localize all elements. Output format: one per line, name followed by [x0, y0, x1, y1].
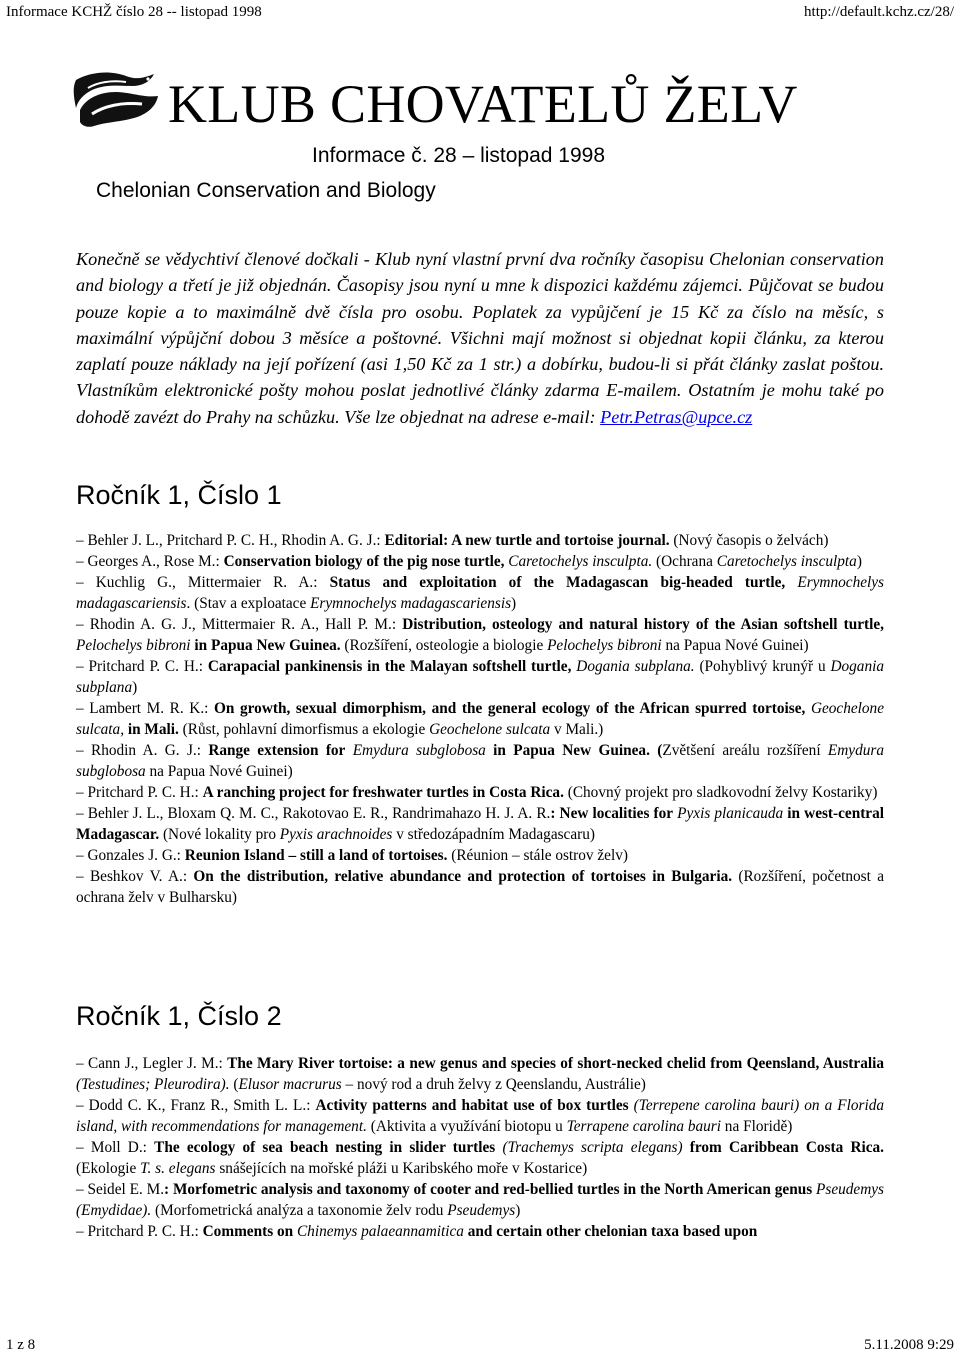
- print-footer: [6, 1337, 954, 1354]
- reference-text: – Cann J., Legler J. M.:: [76, 1055, 228, 1072]
- reference-text: v Mali.): [550, 721, 604, 738]
- reference-entry: [76, 572, 884, 614]
- reference-entry: [76, 1095, 884, 1137]
- reference-text: – nový rod a druh želvy z Qeenslandu, Austrálie): [341, 1076, 646, 1093]
- reference-title-text: in Mali.: [127, 721, 179, 738]
- reference-text: (Ochrana: [652, 553, 717, 570]
- intro-text: Konečně se vědychtiví členové dočkali - Klub nyní vlastní první dva ročníky časopisu Chelonian conservation and biology a třetí je již objednán. Časopisy jsou nyní u mne k dispozici každému zájemci. Půjčovat se budou pouze kopie a to maximálně dvě čísla pro osobu. Poplatek za vypůjčení je 15 Kč za číslo na měsíc, s maximální výpůjční dobou 3 měsíce a poštovné. Všichni mají možnost si objednat kopii článku, za kterou zaplatí pouze náklady na její pořízení (asi 1,50 Kč za 1 str.) a dobírku, budou-li si přát články zaslat poštou. Vlastníkům elektronické pošty mohou poslat jednotlivé články zdarma E-mailem. Ostatním je mohu také po dohodě zavézt do Prahy na schůzku. Vše lze objednat na adrese e-mail:: [76, 249, 884, 427]
- reference-text: v středozápadním Madagascaru): [392, 826, 595, 843]
- reference-title-text: Status and exploitation of the Madagascan big-headed turtle,: [329, 574, 786, 591]
- intro-paragraph: [76, 246, 884, 430]
- reference-entry: [76, 1137, 884, 1179]
- journal-subtitle: Chelonian Conservation and Biology: [96, 179, 436, 202]
- reference-title-text: Reunion Island – still a land of tortoises.: [184, 847, 448, 864]
- reference-entry: [76, 866, 884, 908]
- reference-entry: [76, 845, 884, 866]
- reference-text: snášejících na mořské pláži u Karibského moře v Kostarice): [215, 1160, 588, 1177]
- reference-italic-text: Emydura subglobosa: [76, 742, 884, 780]
- reference-text: (Ekologie: [76, 1160, 141, 1177]
- reference-italic-text: Chinemys palaeannamitica: [296, 1223, 464, 1240]
- reference-entry: [76, 698, 884, 740]
- reference-title-text: Activity patterns and habitat use of box turtles: [315, 1097, 629, 1114]
- reference-text: Zvětšení areálu rozšíření: [662, 742, 828, 759]
- reference-italic-text: Caretochelys insculpta: [716, 553, 857, 570]
- reference-title-text: The ecology of sea beach nesting in slider turtles: [154, 1139, 496, 1156]
- reference-italic-text: Geochelone sulcata,: [76, 700, 884, 738]
- reference-italic-text: (Trachemys scripta elegans): [502, 1139, 683, 1156]
- reference-title-text: in Papua New Guinea.: [194, 637, 341, 654]
- reference-entry: [76, 530, 884, 551]
- print-timestamp: 5.11.2008 9:29: [864, 1337, 954, 1353]
- reference-text: – Seidel E. M.: [76, 1181, 165, 1198]
- reference-entry: [76, 803, 884, 845]
- reference-text: (Růst, pohlavní dimorfismus a ekologie: [178, 721, 430, 738]
- reference-italic-text: Elusor macrurus: [238, 1076, 342, 1093]
- reference-italic-text: Dogania subplana: [76, 658, 884, 696]
- reference-text: (Réunion – stále ostrov želv): [447, 847, 628, 864]
- reference-title-text: Conservation biology of the pig nose turtle,: [223, 553, 505, 570]
- reference-title-text: The Mary River tortoise: a new genus and species of short-necked chelid from Qeensland, Australia: [227, 1055, 884, 1072]
- reference-text: (Rozšíření, osteologie a biologie: [340, 637, 548, 654]
- reference-title-text: Range extension for: [208, 742, 346, 759]
- reference-text: – Kuchlig G., Mittermaier R. A.:: [76, 574, 330, 591]
- reference-text: – Moll D.:: [76, 1139, 155, 1156]
- club-title: KLUB CHOVATELŮ ŽELV: [168, 74, 798, 134]
- reference-text: – Georges A., Rose M.:: [76, 553, 224, 570]
- reference-text: – Pritchard P. C. H.:: [76, 658, 208, 675]
- reference-italic-text: Erymnochelys madagascariensis: [76, 574, 884, 612]
- reference-italic-text: Emydura subglobosa: [352, 742, 486, 759]
- reference-text: [683, 1139, 690, 1156]
- reference-text: (Morfometrická analýza a taxonomie želv rodu: [151, 1202, 448, 1219]
- reference-title-text: and certain other chelonian taxa based upon: [467, 1223, 758, 1240]
- reference-title-text: Carapacial pankinensis in the Malayan softshell turtle,: [207, 658, 572, 675]
- reference-text: (Nový časopis o želvách): [669, 532, 829, 549]
- reference-title-text: in Papua New Guinea. (: [493, 742, 663, 759]
- reference-italic-text: (Testudines; Pleurodira).: [76, 1076, 230, 1093]
- reference-text: ): [856, 553, 862, 570]
- reference-italic-text: Geochelone sulcata: [429, 721, 551, 738]
- reference-text: – Behler J. L., Bloxam Q. M. C., Rakotovao E. R., Randrimahazo H. J. A. R.: [76, 805, 551, 822]
- reference-italic-text: Dogania subplana.: [576, 658, 695, 675]
- reference-text: na Floridě): [720, 1118, 793, 1135]
- reference-title-text: On the distribution, relative abundance and protection of tortoises in Bulgaria.: [193, 868, 733, 885]
- reference-title-text: in west-central Madagascar.: [76, 805, 884, 843]
- reference-text: – Dodd C. K., Franz R., Smith L. L.:: [76, 1097, 316, 1114]
- reference-entry: [76, 551, 884, 572]
- reference-italic-text: T. s. elegans: [140, 1160, 216, 1177]
- issue-line: Informace č. 28 – listopad 1998: [312, 144, 606, 167]
- reference-italic-text: Pyxis planicauda: [677, 805, 784, 822]
- reference-text: . (Stav a exploatace: [186, 595, 311, 612]
- email-link[interactable]: Petr.Petras@upce.cz: [600, 406, 753, 427]
- reference-italic-text: Pseudemys (Emydidae).: [76, 1181, 884, 1219]
- reference-text: – Behler J. L., Pritchard P. C. H., Rhodin A. G. J.:: [76, 532, 385, 549]
- reference-text: – Rhodin A. G. J., Mittermaier R. A., Hall P. M.:: [76, 616, 403, 633]
- page-number: 1 z 8: [6, 1337, 36, 1353]
- reference-entry: [76, 656, 884, 698]
- reference-text: (Pohyblivý krunýř u: [694, 658, 831, 675]
- print-header: [6, 4, 954, 21]
- reference-title-text: Editorial: A new turtle and tortoise journal.: [384, 532, 670, 549]
- reference-text: [785, 574, 797, 591]
- reference-entry: [76, 1179, 884, 1221]
- reference-italic-text: Pelochelys bibroni: [76, 637, 191, 654]
- reference-text: – Lambert M. R. K.:: [76, 700, 215, 717]
- reference-text: ): [132, 679, 138, 696]
- reference-italic-text: Caretochelys insculpta.: [508, 553, 653, 570]
- reference-text: (Nové lokality pro: [159, 826, 280, 843]
- reference-text: – Beshkov V. A.:: [76, 868, 194, 885]
- reference-title-text: : Morfometric analysis and taxonomy of cooter and red-bellied turtles in the North American genus: [164, 1181, 813, 1198]
- reference-title-text: Distribution, osteology and natural history of the Asian softshell turtle,: [402, 616, 884, 633]
- reference-list-issue1: [76, 530, 884, 908]
- document-url: http://default.kchz.cz/28/: [804, 4, 954, 20]
- reference-text: – Pritchard P. C. H.:: [76, 784, 203, 801]
- reference-text: (: [229, 1076, 239, 1093]
- reference-italic-text: Erymnochelys madagascariensis: [310, 595, 512, 612]
- reference-title-text: Comments on: [202, 1223, 294, 1240]
- section-heading-volume1-issue2: Ročník 1, Číslo 2: [76, 1001, 282, 1031]
- reference-text: ): [511, 595, 517, 612]
- document-title: Informace KCHŽ číslo 28 -- listopad 1998: [6, 4, 262, 20]
- reference-title-text: from Caribbean Costa Rica.: [689, 1139, 885, 1156]
- reference-list-issue2: [76, 1053, 884, 1242]
- reference-text: [345, 742, 352, 759]
- reference-italic-text: Pelochelys bibroni: [547, 637, 662, 654]
- reference-italic-text: Pseudemys: [447, 1202, 516, 1219]
- reference-italic-text: (Terrepene carolina bauri) on a Florida island, with recommendations for management.: [76, 1097, 885, 1135]
- reference-text: na Papua Nové Guinei): [145, 763, 293, 780]
- reference-entry: [76, 782, 884, 803]
- reference-entry: [76, 1053, 884, 1095]
- reference-entry: [76, 614, 884, 656]
- turtle-logo-icon: [70, 70, 162, 130]
- reference-entry: [76, 740, 884, 782]
- reference-text: – Rhodin A. G. J.:: [76, 742, 209, 759]
- section-heading-volume1-issue1: Ročník 1, Číslo 1: [76, 480, 282, 510]
- reference-text: na Papua Nové Guinei): [661, 637, 809, 654]
- reference-text: – Gonzales J. G.:: [76, 847, 185, 864]
- reference-text: (Aktivita a využívání biotopu u: [366, 1118, 567, 1135]
- reference-italic-text: Terrapene carolina bauri: [566, 1118, 721, 1135]
- reference-entry: [76, 1221, 884, 1242]
- reference-italic-text: Pyxis arachnoides: [279, 826, 393, 843]
- reference-text: (Chovný projekt pro sladkovodní želvy Kostariky): [563, 784, 878, 801]
- reference-text: – Pritchard P. C. H.:: [76, 1223, 203, 1240]
- reference-title-text: : New localities for: [550, 805, 674, 822]
- reference-title-text: On growth, sexual dimorphism, and the general ecology of the African spurred tortoise,: [214, 700, 806, 717]
- reference-text: ): [515, 1202, 521, 1219]
- reference-text: (Rozšíření, početnost a ochrana želv v Bulharsku): [76, 868, 884, 906]
- reference-title-text: A ranching project for freshwater turtles in Costa Rica.: [202, 784, 564, 801]
